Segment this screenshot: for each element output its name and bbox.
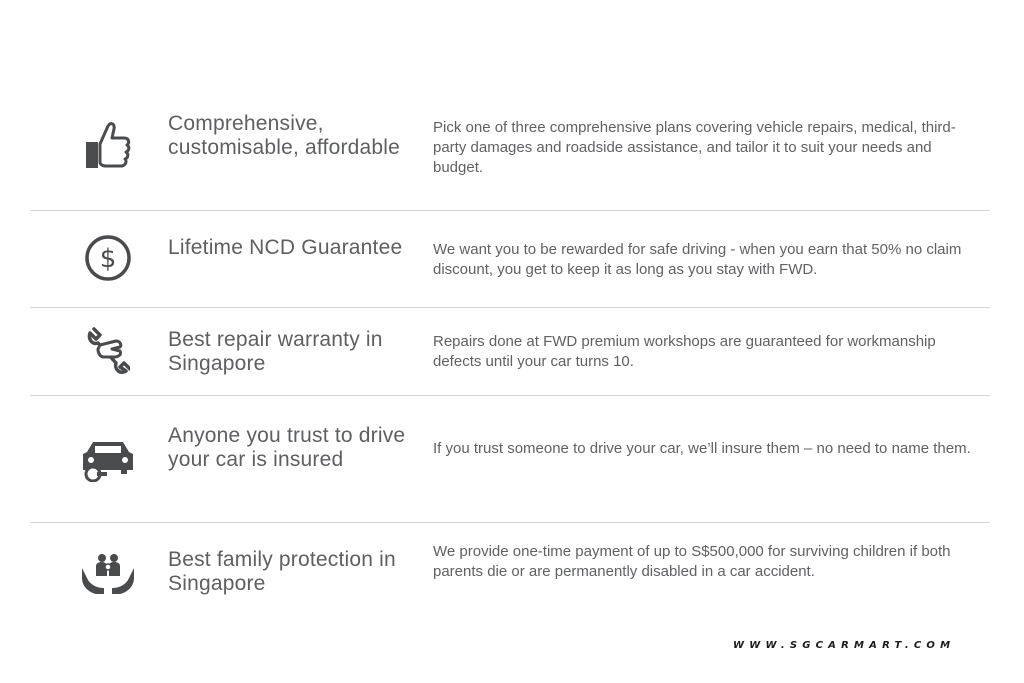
feature-description: We provide one-time payment of up to S$500,000 for surviving children if both parents die or are permanently disabled in a car accident. (433, 543, 951, 580)
feature-title: Comprehensive, customisable, affordable (168, 112, 401, 159)
thumbs-up-icon (76, 114, 140, 178)
svg-text:$: $ (99, 244, 117, 274)
feature-description: Repairs done at FWD premium workshops are guaranteed for workmanship defects until your car turns 10. (433, 333, 936, 370)
feature-description: If you trust someone to drive your car, we’ll insure them – no need to name them. (433, 440, 971, 457)
feature-row-family (30, 543, 990, 606)
feature-row-repair (30, 326, 990, 386)
dollar-coin-icon (76, 226, 140, 290)
feature-row-ncd (30, 234, 990, 294)
watermark: WWW.SGCARMART.COM (733, 640, 956, 651)
feature-description: We want you to be rewarded for safe driving - when you earn that 50% no claim discount, you get to keep it as long as you stay with FWD. (433, 241, 962, 278)
divider (30, 395, 990, 396)
feature-row-comprehensive (30, 110, 990, 190)
car-key-icon (76, 428, 140, 492)
feature-title: Best repair warranty in Singapore (168, 328, 383, 375)
divider (30, 307, 990, 308)
divider (30, 210, 990, 211)
feature-row-drivers (30, 424, 990, 504)
wrench-hand-icon (76, 320, 140, 384)
divider (30, 522, 990, 523)
feature-description: Pick one of three comprehensive plans covering vehicle repairs, medical, third-party damages and roadside assistance, and tailor it to suit your needs and budget. (433, 119, 956, 176)
feature-title: Lifetime NCD Guarantee (168, 236, 403, 259)
feature-title: Best family protection in Singapore (168, 548, 396, 595)
family-hands-icon (76, 540, 140, 604)
feature-title: Anyone you trust to drive your car is insured (168, 424, 406, 471)
